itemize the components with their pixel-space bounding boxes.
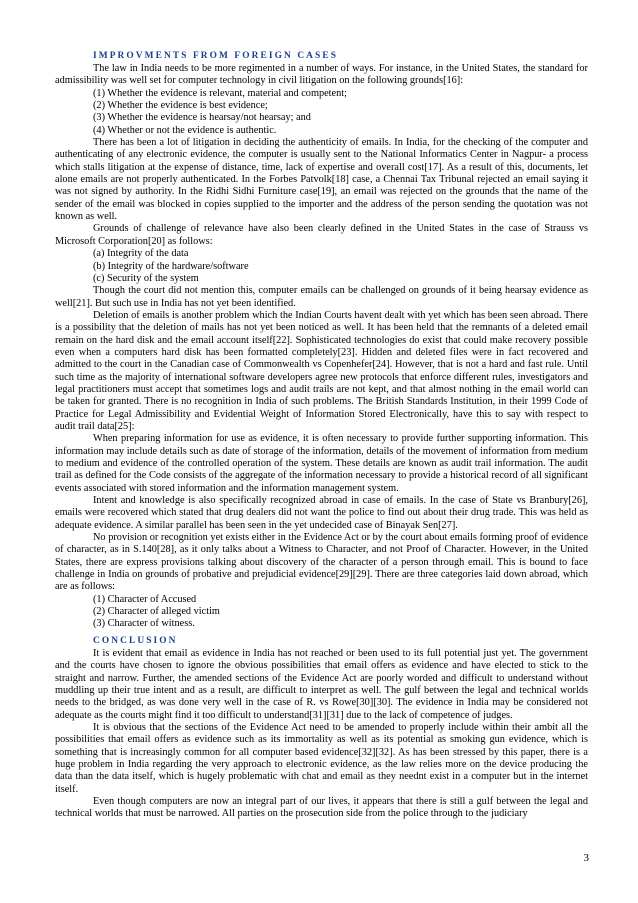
- paragraph: No provision or recognition yet exists either in the Evidence Act or by the court about emails forming proof of evidence of character, as in S.140[28], as it only talks about a Witness to Character, and not Proof of Character. However, in the United States, there are express provisions talking about discovery of the character of a person through email. This is bound to face challenge in India on grounds of probative and prejudicial evidence[29][29]. There are three categories laid down abroad, which are as follows:: [55, 532, 588, 593]
- list-item: (2) Character of alleged victim: [93, 606, 220, 618]
- paragraph: Intent and knowledge is also specifically recognized abroad in case of emails. In the case of State vs Branbury[26], emails were recovered which stated that drug dealers did not want the police to find out about their drug trade. This was held as adequate evidence. A similar parallel has been seen in the yet undecided case of Binayak Sen[27].: [55, 495, 588, 531]
- page-number: 3: [583, 852, 589, 864]
- list-item: (1) Whether the evidence is relevant, material and competent;: [93, 87, 347, 99]
- paragraph: It is obvious that the sections of the Evidence Act need to be amended to properly include within their ambit all the possibilities that email offers as evidence such as its immortality as well as its potential as smoking gun evidence, which is something that is increasingly common for all computer based evidence[32][32]. As has been stressed by this paper, there is a huge problem in India regarding the very approach to electronic evidence, as the law relies more on the device producing the data than the data itself, which is hugely problematic with chat and email as they neednt exist in a computer but in the internet itself.: [55, 721, 588, 795]
- list-item: (3) Character of witness.: [93, 618, 195, 630]
- paragraph: Even though computers are now an integral part of our lives, it appears that there is still a gulf between the legal and technical worlds that must be narrowed. All parties on the prosecution side from the police through to the judiciary: [55, 795, 588, 820]
- list-item: (1) Character of Accused: [93, 593, 197, 605]
- list-item: (4) Whether or not the evidence is authentic.: [93, 124, 277, 136]
- list-item: (3) Whether the evidence is hearsay/not hearsay; and: [93, 112, 311, 124]
- list-item: (c) Security of the system: [93, 272, 199, 284]
- paragraph: There has been a lot of litigation in deciding the authenticity of emails. In India, for the checking of the computer and authenticating of any electronic evidence, the computer is usually sent to the National Informatics Center in Nagpur- a process which stalls litigation at the expense of distance, time, lack of expertise and overall cost[17]. As a result of this, documents, let alone emails are not properly authenticated. In the Forbes Patvolk[18] case, a Chennai Tax Tribunal rejected an email saying it was not signed by authority. In the Ridhi Sidhi Furniture case[19], an email was rejected on the grounds that the name of the sender of the email was blocked in copies supplied to the importer and the address of the person sending the quotation was not known as well.: [55, 137, 588, 223]
- section-heading-conclusion: CONCLUSION: [93, 635, 178, 646]
- list-item: (b) Integrity of the hardware/software: [93, 260, 249, 272]
- list-item: (a) Integrity of the data: [93, 248, 189, 260]
- document-page: [55, 50, 588, 821]
- list-item: (2) Whether the evidence is best evidence;: [93, 100, 268, 112]
- paragraph: When preparing information for use as evidence, it is often necessary to provide further supporting information. This information may include details such as date of storage of the information, details of the movement of information from medium to medium and evidence of the controlled operation of the system. These details are known as audit trail information. The audit trail as defined for the Code consists of the aggregate of the information necessary to provide a historical record of all significant events associated with stored information and the information management system.: [55, 433, 588, 494]
- paragraph: It is evident that email as evidence in India has not reached or been used to its full potential just yet. The government and the courts have chosen to ignore the obvious possibilities that email offers as evidence and have elected to stick to the straight and narrow. Further, the amended sections of the Evidence Act are poorly worded and difficult to understand without muddling up their true intent and as a result, are difficult to interpret as well. The gulf between the legal and technical worlds needs to the bridged, as was done very well in the case of R. vs Rowe[30][30]. The evidence in India may be considered not adequate as the courts might find it too difficult to understand[31][31] due to the lack of competence of judges.: [55, 647, 588, 721]
- paragraph: Deletion of emails is another problem which the Indian Courts havent dealt with yet which has been seen abroad. There is a possibility that the deletion of mails has not yet been noticed as well. It has been held that the remnants of a deleted email remain on the hard disk and the email account itself[22]. Sophisticated technologies do exist that could make recovery possible even when a computers hard disk has been formatted completely[23]. Hidden and deleted files were in fact recovered and admitted to the court in the Canadian case of Commonwealth vs Copenhefer[24]. However, that is not a hard and fast rule. Until such time as the majority of international software developers agree new protocols that enforce different rules, investigators and legal practitioners must accept that sometimes logs and audit trails are not kept, and that almost nothing in the email world can be taken for granted. There is no recognition in India of such problems. The British Standards Institution, in their 1999 Code of Practice for Legal Admissibility and Evidential Weight of Information Stored Electronically, have this to say with respect to audit trail data[25]:: [55, 309, 588, 432]
- section-heading-improvements: IMPROVMENTS FROM FOREIGN CASES: [93, 51, 339, 61]
- paragraph: Grounds of challenge of relevance have also been clearly defined in the United States in the case of Strauss vs Microsoft Corporation[20] as follows:: [55, 223, 588, 247]
- paragraph: Though the court did not mention this, computer emails can be challenged on grounds of it being hearsay evidence as well[21]. But such use in India has not yet been identified.: [55, 285, 588, 309]
- paragraph: The law in India needs to be more regimented in a number of ways. For instance, in the United States, the standard for admissibility was well set for computer technology in civil litigation on the following grounds[16]:: [55, 63, 588, 87]
